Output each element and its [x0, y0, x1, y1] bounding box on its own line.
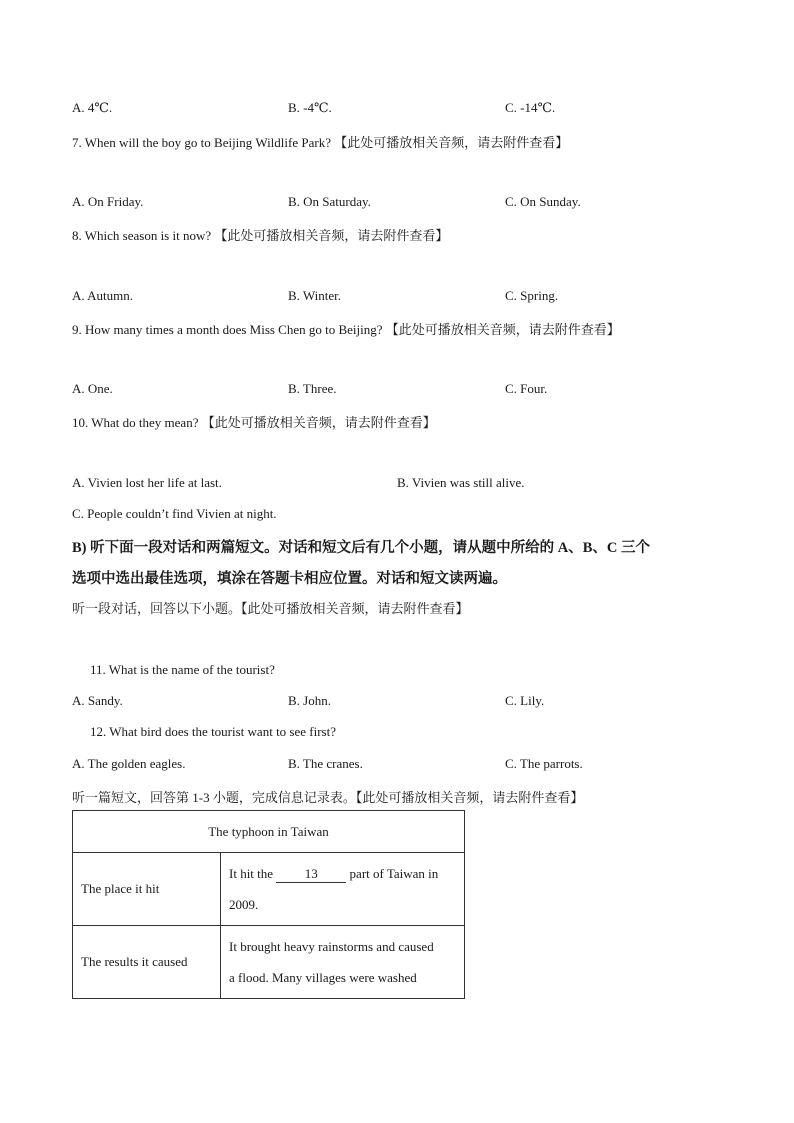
- q8-question: 8. Which season is it now? 【此处可播放相关音频，请去附件查看】: [72, 228, 449, 243]
- q9-option-a: A. One.: [72, 381, 113, 396]
- passage-intro: 听一篇短文，回答第 1-3 小题，完成信息记录表。【此处可播放相关音频，请去附件查看】: [72, 790, 584, 805]
- q9-option-c: C. Four.: [505, 381, 548, 396]
- q11-option-c: C. Lily.: [505, 693, 545, 708]
- q9-option-b: B. Three.: [288, 381, 337, 396]
- q6-option-b: B. -4℃.: [288, 100, 332, 115]
- q10-option-a: A. Vivien lost her life at last.: [72, 475, 222, 490]
- q12-option-c: C. The parrots.: [505, 756, 583, 771]
- row-value-place: [221, 853, 465, 926]
- table-row: [73, 853, 465, 926]
- q11-option-a: A. Sandy.: [72, 693, 123, 708]
- q10-option-b: B. Vivien was still alive.: [397, 475, 525, 490]
- q12-question: 12. What bird does the tourist want to see first?: [90, 724, 336, 739]
- q7-option-a: A. On Friday.: [72, 194, 144, 209]
- place-text-year: 2009.: [229, 897, 259, 912]
- q11-question: 11. What is the name of the tourist?: [90, 662, 275, 677]
- results-line2: a flood. Many villages were washed: [229, 970, 417, 985]
- q12-option-b: B. The cranes.: [288, 756, 363, 771]
- section-b-heading-line2: 选项中选出最佳选项，填涂在答题卡相应位置。对话和短文读两遍。: [72, 571, 507, 587]
- q11-option-b: B. John.: [288, 693, 331, 708]
- q6-option-a: A. 4℃.: [72, 100, 113, 115]
- place-text-pre: It hit the: [229, 866, 274, 881]
- q6-option-c: C. -14℃.: [505, 100, 556, 115]
- table-title-row: [73, 811, 465, 853]
- q7-option-b: B. On Saturday.: [288, 194, 371, 209]
- section-b-heading-line1: B) 听下面一段对话和两篇短文。对话和短文后有几个小题，请从题中所给的 A、B、C 三个: [72, 540, 650, 556]
- q7-option-c: C. On Sunday.: [505, 194, 581, 209]
- answer-blank-13[interactable]: 13: [276, 866, 346, 883]
- q10-option-c: C. People couldn’t find Vivien at night.: [72, 506, 277, 521]
- q7-question: 7. When will the boy go to Beijing Wildlife Park? 【此处可播放相关音频，请去附件查看】: [72, 135, 569, 150]
- dialogue-intro: 听一段对话，回答以下小题。【此处可播放相关音频，请去附件查看】: [72, 601, 469, 616]
- q8-option-a: A. Autumn.: [72, 288, 134, 303]
- q8-option-b: B. Winter.: [288, 288, 342, 303]
- q10-question: 10. What do they mean? 【此处可播放相关音频，请去附件查看】: [72, 415, 436, 430]
- typhoon-record-table: [72, 810, 465, 999]
- q12-option-a: A. The golden eagles.: [72, 756, 186, 771]
- place-text-post: part of Taiwan in: [349, 866, 439, 881]
- results-line1: It brought heavy rainstorms and caused: [229, 939, 434, 954]
- q8-option-c: C. Spring.: [505, 288, 559, 303]
- table-row: [73, 926, 465, 999]
- row-value-results: [221, 926, 465, 999]
- table-title: The typhoon in Taiwan: [73, 811, 465, 853]
- row-label-results: The results it caused: [73, 926, 221, 999]
- q9-question: 9. How many times a month does Miss Chen go to Beijing? 【此处可播放相关音频，请去附件查看】: [72, 322, 620, 337]
- row-label-place: The place it hit: [73, 853, 221, 926]
